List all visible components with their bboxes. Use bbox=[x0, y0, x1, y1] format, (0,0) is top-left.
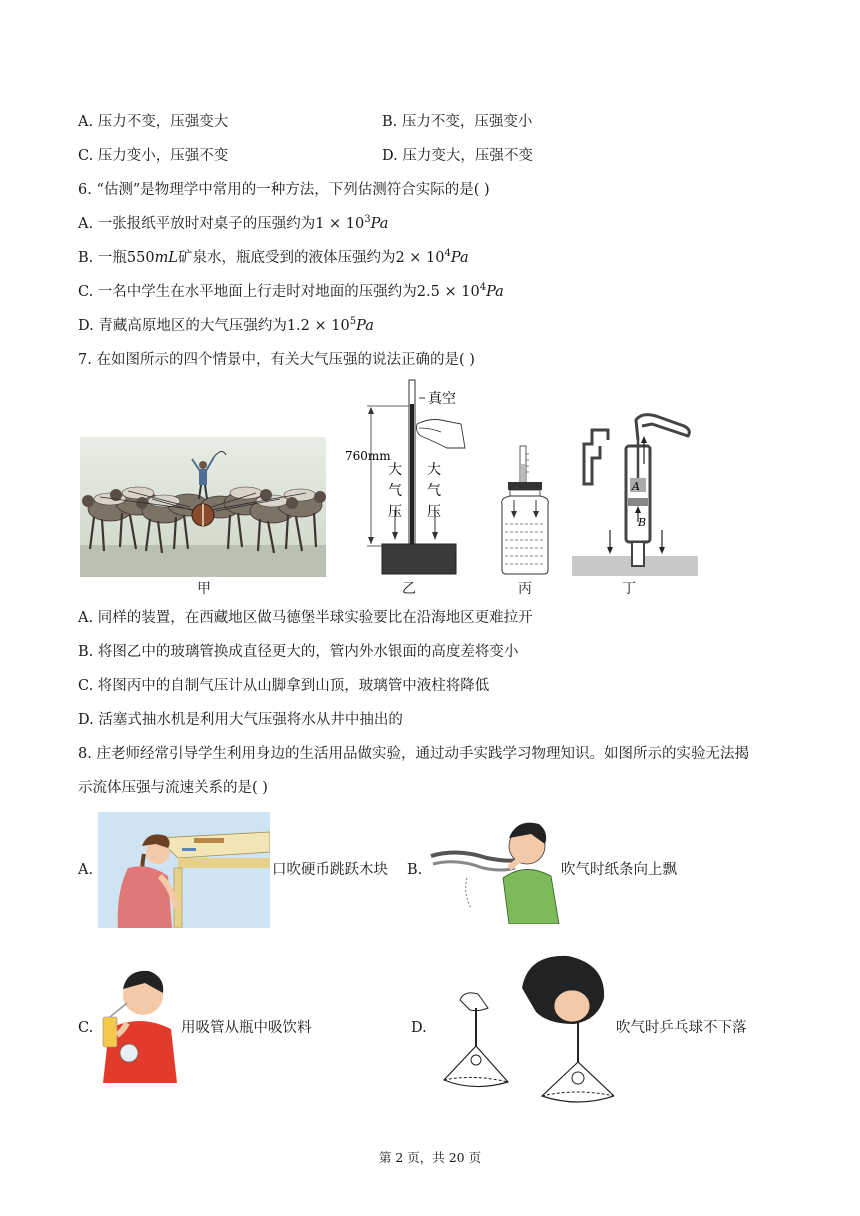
torricelli-figure bbox=[345, 378, 470, 580]
fig-label-jia: 甲 bbox=[197, 581, 211, 597]
q8-stem-line2: 示流体压强与流速关系的是( ) bbox=[78, 780, 268, 796]
q5-option-b: B. 压力不变，压强变小 bbox=[382, 114, 533, 130]
left-pressure-char-3: 压 bbox=[388, 504, 402, 520]
q7-option-a: A. 同样的装置，在西藏地区做马德堡半球实验要比在沿海地区更难拉开 bbox=[78, 610, 533, 626]
q6-option-d-exp: 5 bbox=[349, 316, 357, 327]
q7-option-d: D. 活塞式抽水机是利用大气压强将水从井中抽出的 bbox=[78, 712, 403, 728]
page-footer: 第 2 页，共 20 页 bbox=[378, 1150, 482, 1165]
q6-option-a-exp: 3 bbox=[364, 214, 371, 225]
q6-option-b-exp: 4 bbox=[444, 248, 451, 259]
left-pressure-char-1: 大 bbox=[388, 462, 402, 478]
fig-label-yi: 乙 bbox=[402, 581, 416, 597]
valve-a-label: A bbox=[632, 480, 640, 493]
q6-option-b-volume-unit: mL bbox=[154, 250, 178, 266]
right-pressure-char-3: 压 bbox=[427, 504, 441, 520]
q6-option-d-unit: Pa bbox=[356, 318, 374, 334]
q8-option-b-text: 吹气时纸条向上飘 bbox=[561, 862, 677, 878]
q6-option-d-text: D. 青藏高原地区的大气压强约为 bbox=[78, 318, 287, 334]
q5-option-c: C. 压力变小，压强不变 bbox=[78, 148, 229, 164]
q6-option-c-text: C. 一名中学生在水平地面上行走时对地面的压强约为 bbox=[78, 284, 417, 300]
q6-option-a-text: A. 一张报纸平放时对桌子的压强约为 bbox=[78, 216, 316, 232]
q6-option-a-unit: Pa bbox=[370, 216, 389, 232]
q7-option-c: C. 将图丙中的自制气压计从山脚拿到山顶，玻璃管中液柱将降低 bbox=[78, 678, 490, 694]
left-pressure-char-2: 气 bbox=[388, 483, 402, 499]
boy-blowing-paper-figure bbox=[427, 818, 561, 924]
q5-option-a: A. 压力不变，压强变大 bbox=[78, 114, 229, 130]
q6-stem: 6. “估测”是物理学中常用的一种方法，下列估测符合实际的是( ) bbox=[78, 182, 490, 198]
valve-b-label: B bbox=[638, 516, 647, 529]
q7-stem: 7. 在如图所示的四个情景中，有关大气压强的说法正确的是( ) bbox=[78, 352, 475, 368]
q6-option-c-exp: 4 bbox=[479, 282, 487, 293]
q6-option-d-value: 1.2 × 10 bbox=[286, 318, 350, 334]
q8-option-d-text: 吹气时乒乓球不下落 bbox=[616, 1020, 747, 1036]
q5-option-d: D. 压力变大，压强不变 bbox=[382, 148, 533, 164]
q6-option-c-value: 2.5 × 10 bbox=[416, 284, 480, 300]
q6-option-c-unit: Pa bbox=[486, 284, 504, 300]
q8-option-c-text: 用吸管从瓶中吸饮料 bbox=[181, 1020, 312, 1036]
fig-label-ding: 丁 bbox=[622, 581, 636, 597]
q8-option-b-label: B. bbox=[407, 862, 423, 878]
homemade-barometer-figure bbox=[496, 444, 554, 576]
girl-blowing-coin-figure bbox=[98, 812, 270, 928]
q6-option-b bbox=[78, 248, 469, 268]
q6-option-b-volume: 550 bbox=[126, 250, 155, 266]
q7-option-b: B. 将图乙中的玻璃管换成直径更大的，管内外水银面的高度差将变小 bbox=[78, 644, 519, 660]
q8-stem-line1: 8. 庄老师经常引导学生利用身边的生活用品做实验，通过动手实践学习物理知识。如图所示的实验无法揭 bbox=[78, 746, 749, 762]
boy-drinking-straw-figure bbox=[99, 965, 179, 1083]
q6-option-c bbox=[78, 282, 504, 302]
q6-option-a-value: 1 × 10 bbox=[315, 216, 365, 232]
magdeburg-horses-figure bbox=[80, 437, 326, 577]
vacuum-label: 真空 bbox=[428, 391, 456, 407]
q8-option-c-label: C. bbox=[78, 1020, 94, 1036]
q8-option-a-label: A. bbox=[78, 862, 94, 878]
q8-option-a-text: 口吹硬币跳跃木块 bbox=[272, 862, 388, 878]
q6-option-a bbox=[78, 214, 388, 234]
right-pressure-char-1: 大 bbox=[427, 462, 441, 478]
q6-option-d bbox=[78, 316, 374, 336]
piston-pump-figure bbox=[572, 410, 700, 578]
q6-option-b-unit: Pa bbox=[450, 250, 469, 266]
fig-label-bing: 丙 bbox=[518, 581, 532, 597]
q8-option-d-label: D. bbox=[411, 1020, 427, 1036]
height-760mm-label: 760mm bbox=[345, 449, 391, 463]
q6-option-b-text2: 矿泉水，瓶底受到的液体压强约为 bbox=[177, 250, 396, 266]
funnel-pingpong-figure bbox=[438, 950, 614, 1106]
q6-option-b-text: B. 一瓶 bbox=[78, 250, 127, 266]
right-pressure-char-2: 气 bbox=[427, 483, 441, 499]
q6-option-b-value: 2 × 10 bbox=[395, 250, 445, 266]
